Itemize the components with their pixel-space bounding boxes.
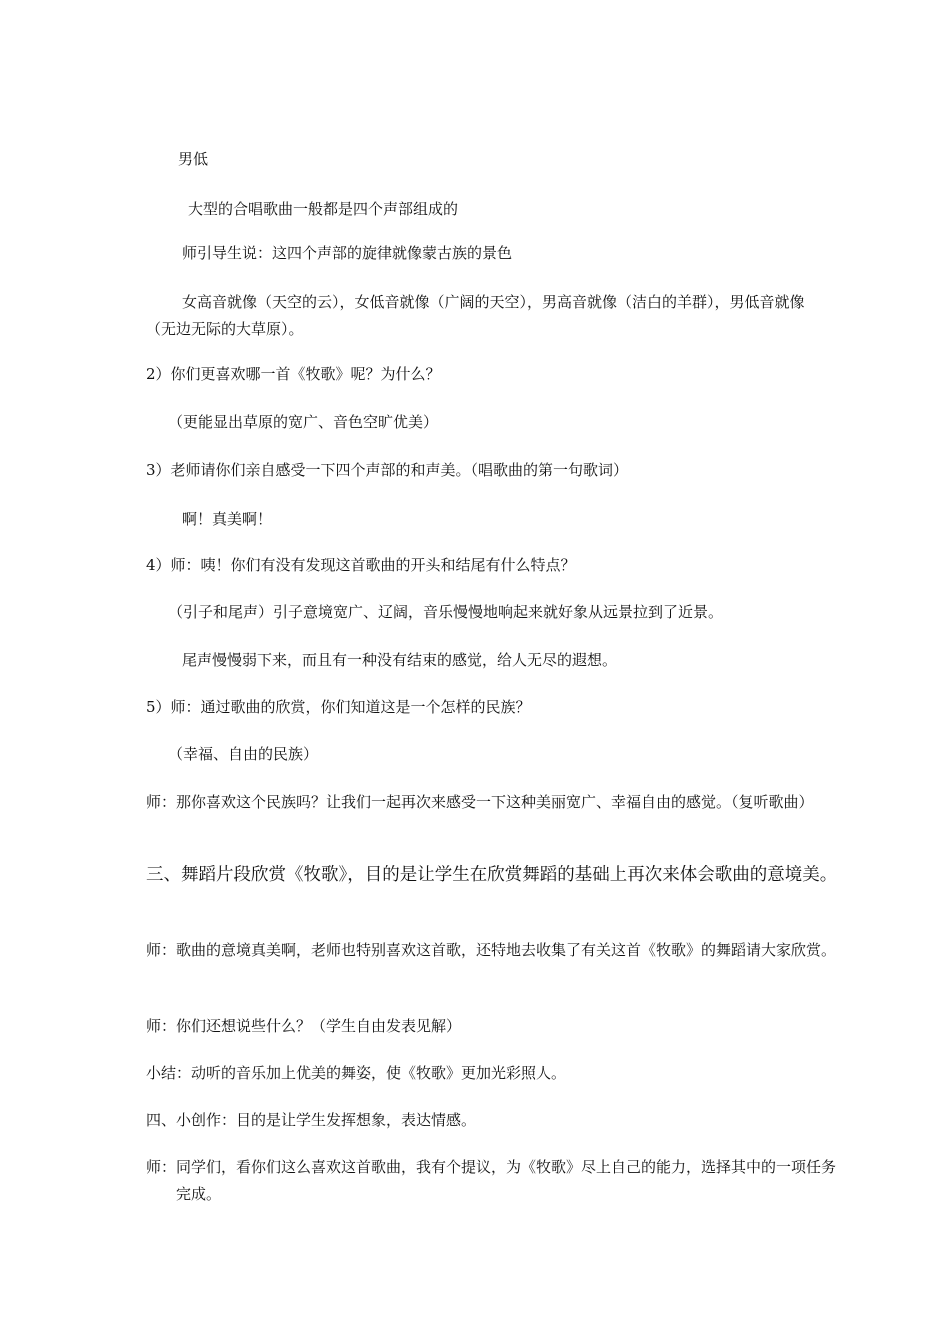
paragraph-teacher-guide: 师引导生说：这四个声部的旋律就像蒙古族的景色: [182, 244, 513, 262]
paragraph-voice-imagery: 女高音就像（天空的云），女低音就像（广阔的天空），男高音就像（洁白的羊群），男低音就像（无边无际的大草原）。: [146, 293, 805, 338]
section-4-heading: 四、小创作：目的是让学生发挥想象，表达情感。: [146, 1111, 477, 1129]
answer-2: （更能显出草原的宽广、音色空旷优美）: [168, 413, 439, 431]
paragraph-summary: 小结：动听的音乐加上优美的舞姿，使《牧歌》更加光彩照人。: [146, 1064, 567, 1082]
paragraph-replay-song: 师：那你喜欢这个民族吗？让我们一起再次来感受一下这种美丽宽广、幸福自由的感觉。（复听歌曲）: [146, 793, 814, 811]
paragraph-dance-intro: 师：歌曲的意境真美啊，老师也特别喜欢这首歌，还特地去收集了有关这首《牧歌》的舞蹈请大家欣赏。: [146, 941, 837, 959]
paragraph-bass-part: 男低: [178, 150, 209, 168]
answer-5: （幸福、自由的民族）: [168, 745, 319, 763]
paragraph-creation-task: 师：同学们，看你们这么喜欢这首歌曲，我有个提议，为《牧歌》尽上自己的能力，选择其中的一项任务完成。: [146, 1158, 837, 1203]
question-4: 4）师：咦！你们有没有发现这首歌曲的开头和结尾有什么特点？: [146, 556, 576, 574]
section-3-heading: 三、舞蹈片段欣赏《牧歌》，目的是让学生在欣赏舞蹈的基础上再次来体会歌曲的意境美。: [146, 865, 838, 885]
question-5: 5）师：通过歌曲的欣赏，你们知道这是一个怎样的民族？: [146, 698, 531, 716]
paragraph-free-discussion: 师：你们还想说些什么？（学生自由发表见解）: [146, 1017, 462, 1035]
paragraph-four-parts: 大型的合唱歌曲一般都是四个声部组成的: [188, 200, 459, 218]
answer-4-outro: 尾声慢慢弱下来，而且有一种没有结束的感觉，给人无尽的遐想。: [182, 651, 618, 669]
question-3: 3）老师请你们亲自感受一下四个声部的和声美。（唱歌曲的第一句歌词）: [146, 461, 629, 479]
answer-4-intro: （引子和尾声）引子意境宽广、辽阔，音乐慢慢地响起来就好象从远景拉到了近景。: [168, 603, 724, 621]
answer-3: 啊！真美啊！: [182, 510, 273, 528]
question-2: 2）你们更喜欢哪一首《牧歌》呢？为什么？: [146, 365, 441, 383]
